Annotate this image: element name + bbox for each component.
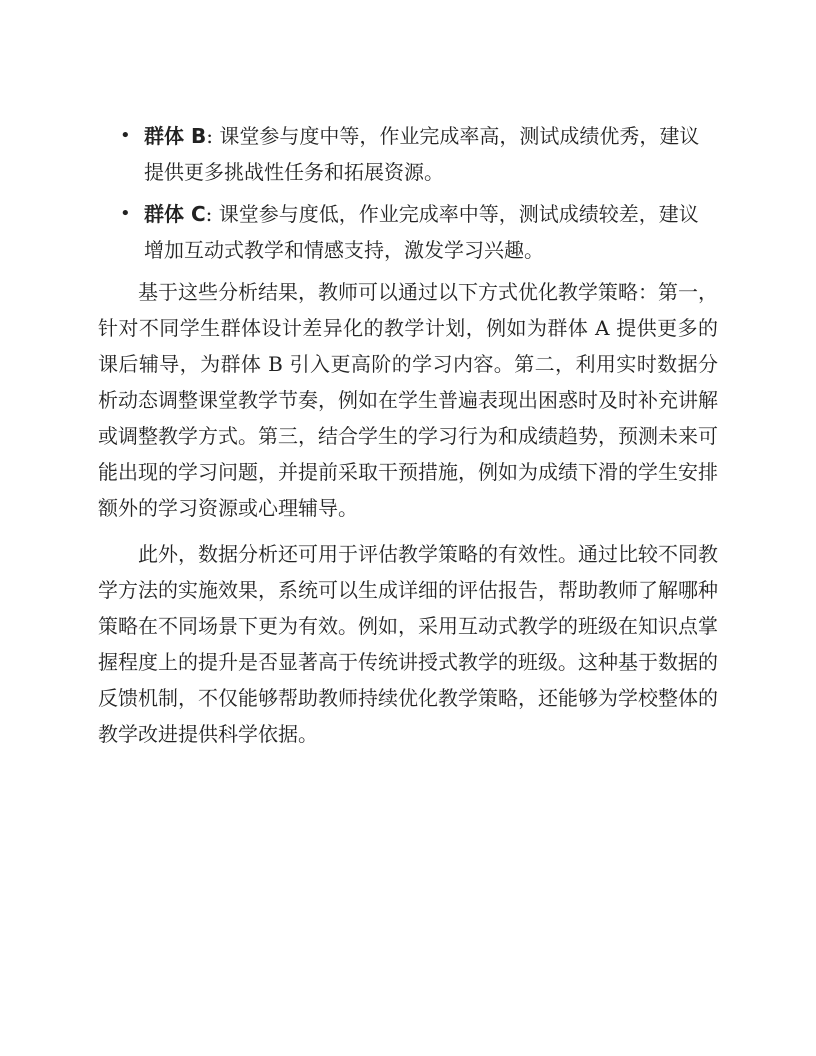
group-c-sep: : [205,202,213,226]
group-b-text: 课堂参与度中等，作业完成率高，测试成绩优秀，建议提供更多挑战性任务和拓展资源。 [144,124,700,184]
document-page [98,118,718,752]
bullet-icon: • [120,125,131,146]
bullet-icon: • [120,203,131,224]
group-b-item [98,118,718,190]
group-c-name: 群体 C [144,202,206,226]
group-list [98,118,718,268]
group-c-text: 课堂参与度低，作业完成率中等，测试成绩较差，建议增加互动式教学和情感支持，激发学习兴趣。 [144,202,699,262]
evaluation-paragraph: 此外，数据分析还可用于评估教学策略的有效性。通过比较不同教学方法的实施效果，系统可以生成详细的评估报告，帮助教师了解哪种策略在不同场景下更为有效。例如，采用互动式教学的班级在知识点掌握程度上的提升是否显著高于传统讲授式教学的班级。这种基于数据的反馈机制，不仅能够帮助教师持续优化教学策略，还能够为学校整体的教学改进提供科学依据。 [98,542,718,746]
group-c-item [98,196,718,268]
strategy-paragraph: 基于这些分析结果，教师可以通过以下方式优化教学策略：第一，针对不同学生群体设计差异化的教学计划，例如为群体 A 提供更多的课后辅导，为群体 B 引入更高阶的学习内容。第二，利用实时数据分析动态调整课堂教学节奏，例如在学生普遍表现出困惑时及时补充讲解或调整教学方式。第三，结合学生的学习行为和成绩趋势，预测未来可能出现的学习问题，并提前采取干预措施，例如为成绩下滑的学生安排额外的学习资源或心理辅导。 [98,280,718,520]
group-b-sep: : [206,124,213,148]
group-b-name: 群体 B [144,124,207,148]
